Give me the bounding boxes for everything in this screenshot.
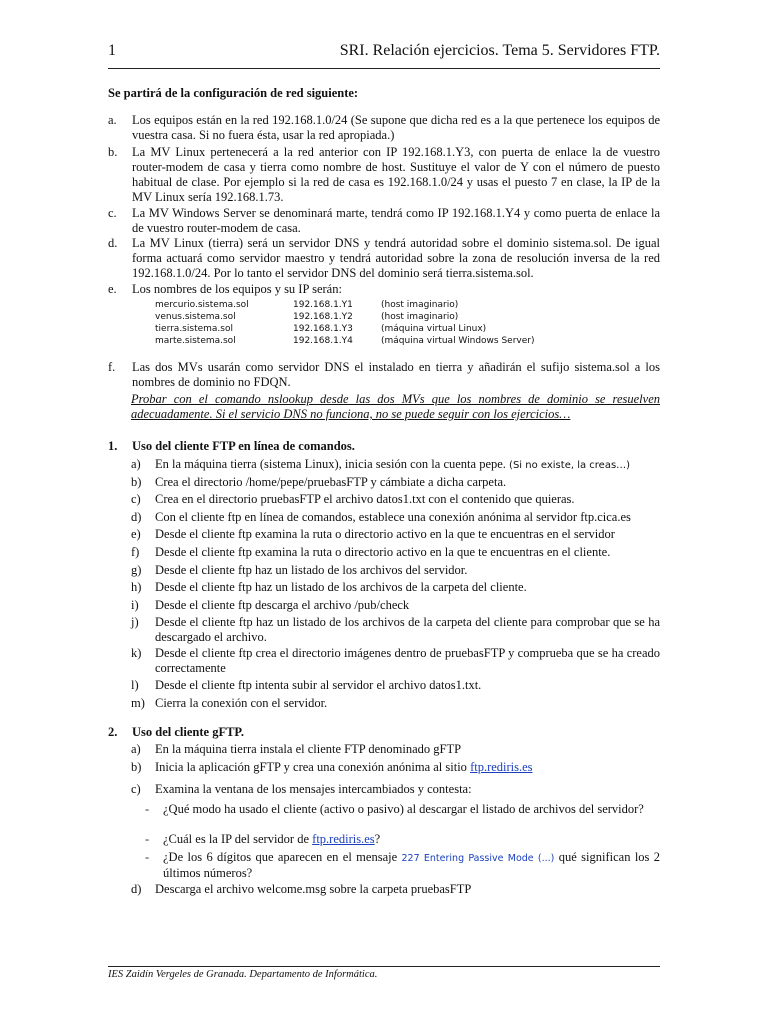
- passive-mode-message: 227 Entering Passive Mode (...): [401, 853, 555, 864]
- page-number: 1: [108, 42, 116, 59]
- host-row: venus.sistema.sol 192.168.1.Y2 (host imaginario): [155, 312, 459, 322]
- host-row: mercurio.sistema.sol 192.168.1.Y1 (host imaginario): [155, 300, 459, 310]
- nslookup-note: Probar con el comando nslookup desde las dos MVs que los nombres de dominio se resuelven adecuadamente. Si el servicio DNS no funciona, no se puede seguir con los ejercicios…: [131, 392, 660, 421]
- host-row: marte.sistema.sol 192.168.1.Y4 (máquina virtual Windows Server): [155, 336, 535, 346]
- bullet-dash: -: [145, 802, 150, 816]
- bullet-dash: -: [145, 832, 150, 846]
- page-header: [108, 42, 660, 69]
- host-row: tierra.sistema.sol 192.168.1.Y3 (máquina virtual Linux): [155, 324, 487, 334]
- rediris-link[interactable]: ftp.rediris.es: [470, 760, 533, 774]
- document-title: SRI. Relación ejercicios. Tema 5. Servidores FTP.: [339, 42, 660, 59]
- intro-heading: Se partirá de la configuración de red siguiente:: [108, 86, 359, 100]
- rediris-link[interactable]: ftp.rediris.es: [312, 832, 375, 846]
- hosts-table: [155, 299, 535, 347]
- page-footer: IES Zaidín Vergeles de Granada. Departamento de Informática.: [108, 966, 660, 980]
- bullet-dash: -: [145, 850, 150, 864]
